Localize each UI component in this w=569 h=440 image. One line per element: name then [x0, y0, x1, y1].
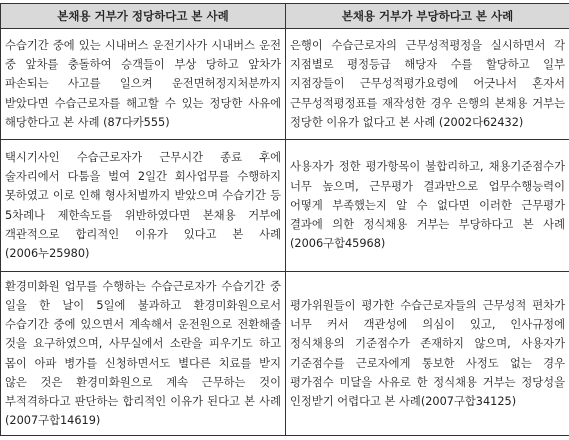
column-header-unjustified: 본채용 거부가 부당하다고 본 사례	[286, 4, 569, 29]
table-cell-justified: 수습기간 중에 있는 시내버스 운전기사가 시내버스 운전 중 앞차를 충돌하여 승객들이 부상 당하고 앞차가 파손되는 사고를 일으켜 운전면허정지처분까지 받았다면 수습근로자를 해고할 수 있는 정당한 사유에 해당한다고 본 사례 (87다카555)	[1, 29, 286, 140]
table-cell-unjustified: 사용자가 정한 평가항목이 불합리하고, 채용기준점수가 너무 높으며, 근무평가 결과만으로 업무수행능력이 어떻게 부족했는지 알 수 없다면 이러한 근무평가 결과에 의한 정식채용 거부는 부당하다고 본 사례(2006구합45968)	[286, 140, 569, 272]
table-row	[1, 140, 569, 272]
table-row	[1, 29, 569, 140]
table-header-row	[1, 4, 569, 29]
table-cell-justified: 택시기사인 수습근로자가 근무시간 종료 후에 술자리에서 다툼을 벌여 2일간 회사업무를 수행하지 못하였고 이로 인해 형사처벌까지 받았으며 수습기간 등 5차례나 제한속도를 위반하였다면 본채용 거부에 객관적으로 합리적인 이유가 있다고 본 사례 (2006누25980)	[1, 140, 286, 272]
case-comparison-table	[0, 3, 569, 436]
table-cell-unjustified: 은행이 수습근로자의 근무성적평정을 실시하면서 각 지점별로 평정등급 해당자 수를 할당하고 일부 지점장들이 근무성적평가요령에 어긋나서 혼자서 근무성적평정표를 재작성한 경우 은행의 본채용 거부는 정당한 이유가 없다고 본 사례 (2002다62432)	[286, 29, 569, 140]
column-header-justified: 본채용 거부가 정당하다고 본 사례	[1, 4, 286, 29]
table-cell-unjustified: 평가위원들이 평가한 수습근로자들의 근무성적 편차가 너무 커서 객관성에 의심이 있고, 인사규정에 정식채용의 기준점수가 존재하지 않으며, 사용자가 기준점수를 근로자에게 통보한 사정도 없는 경우 평가점수 미달을 사유로 한 정식채용 거부는 정당성을 인정받기 어렵다고 본 사례(2007구합34125)	[286, 272, 569, 436]
table-cell-justified: 환경미화원 업무를 수행하는 수습근로자가 수습기간 중 일을 한 날이 5일에 불과하고 환경미화원으로서 수습기간 중에 있으면서 계속해서 운전원으로 전환해줄 것을 요구하였으며, 사무실에서 소란을 피우기도 하고 몸이 아파 병가를 신청하면서도 별다른 치료를 받지 않은 것은 환경미화원으로 계속 근무하는 것이 부적격하다고 판단하는 합리적인 이유가 된다고 본 사례 (2007구합14619)	[1, 272, 286, 436]
table-row	[1, 272, 569, 436]
